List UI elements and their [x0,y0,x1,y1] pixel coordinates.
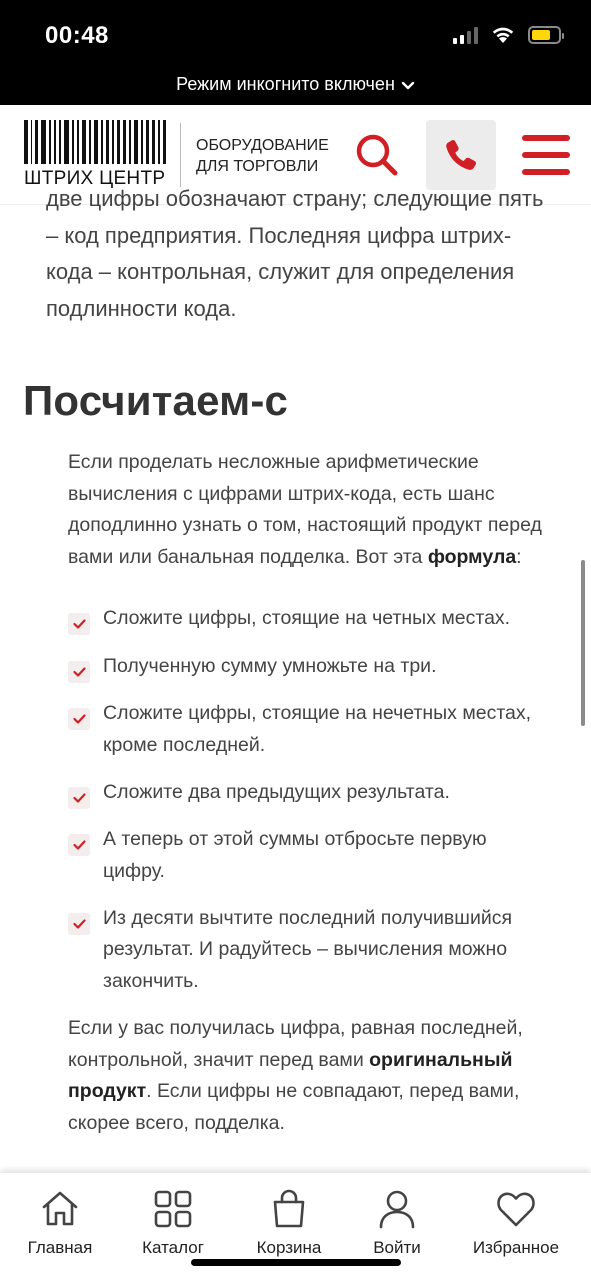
logo-text: ШТРИХ ЦЕНТР [24,168,166,189]
chevron-down-icon [401,75,415,96]
nav-item-cart[interactable] [234,1189,344,1258]
check-icon [68,834,90,856]
formula-intro-text: Если проделать несложные арифметические вычисления с цифрами штрих-кода, есть шанс доподлинно узнать о том, настоящий продукт перед вами или банальная подделка. Вот эта [68,451,542,568]
nav-label-favorites: Избранное [472,1238,560,1257]
nav-item-catalog[interactable] [118,1189,228,1258]
tagline-line-1: ОБОРУДОВАНИЕ [196,137,329,154]
result-paragraph [68,1013,548,1139]
formula-checklist [68,603,548,1013]
list-item-text: Из десяти вычтите последний получившийся результат. И радуйтесь – вычисления можно закончить. [103,906,513,992]
site-logo[interactable] [24,120,169,190]
check-icon [68,661,90,683]
section-title: Посчитаем-с [23,377,289,424]
list-item [68,903,548,998]
result-text-start: Если у вас получилась цифра, равная последней, контрольной, значит перед вами [68,1017,523,1071]
menu-line [522,169,570,175]
logo-divider [180,123,181,187]
menu-line [522,152,570,158]
nav-item-home[interactable] [5,1189,115,1258]
status-icons [453,25,561,44]
signal-icon [453,26,478,44]
phone-button[interactable] [426,120,496,190]
phone-icon [443,137,479,173]
cart-icon [269,1189,309,1229]
site-tagline [196,135,329,177]
incognito-label: Режим инкогнито включен [176,74,395,94]
menu-line [522,135,570,141]
result-bold-text: оригинальный продукт [68,1048,513,1102]
list-item [68,698,548,761]
list-item-text: А теперь от этой суммы отбросьте первую цифру. [103,828,487,882]
nav-label-cart: Корзина [256,1238,322,1257]
home-icon [40,1189,80,1229]
heart-icon [496,1189,536,1229]
check-icon [68,708,90,730]
article-content [0,186,591,1175]
list-item-text: Полученную сумму умножьте на три. [103,654,437,677]
user-icon [377,1189,417,1229]
nav-label-home: Главная [27,1238,93,1257]
nav-item-favorites[interactable] [461,1189,571,1258]
formula-intro-paragraph [68,447,548,573]
nav-label-catalog: Каталог [142,1238,204,1257]
page-scrollbar[interactable] [581,560,585,726]
tagline-line-2: ДЛЯ ТОРГОВЛИ [196,158,319,175]
wifi-icon [490,25,516,44]
list-item-text: Сложите цифры, стоящие на нечетных местах, кроме последней. [103,702,532,756]
intro-paragraph: две цифры обозначают страну; следующие пять – код предприятия. Последняя цифра штрих-кода – контрольная, служит для определения подлинности кода. [46,186,544,321]
list-item [68,603,548,635]
check-icon [68,613,90,635]
list-item [68,777,548,809]
check-icon [68,787,90,809]
menu-button[interactable] [522,135,570,175]
status-time: 00:48 [45,22,109,49]
list-item [68,824,548,887]
check-icon [68,913,90,935]
list-item [68,651,548,683]
catalog-icon [153,1189,193,1229]
search-button[interactable] [352,127,402,183]
result-text-end: . Если цифры не совпадают, перед вами, скорее всего, подделка. [68,1080,520,1134]
list-item-text: Сложите цифры, стоящие на четных местах. [103,607,511,629]
nav-item-login[interactable] [342,1189,452,1258]
formula-bold-text: формула [427,545,517,568]
status-bar [0,0,591,105]
nav-label-login: Войти [373,1238,421,1257]
barcode-logo-icon [24,120,169,164]
formula-intro-tail: : [516,545,522,568]
list-item-text: Сложите два предыдущих результата. [103,780,450,803]
search-icon [355,133,399,177]
battery-icon [528,26,561,44]
incognito-banner[interactable] [0,74,591,96]
home-indicator [191,1259,401,1266]
